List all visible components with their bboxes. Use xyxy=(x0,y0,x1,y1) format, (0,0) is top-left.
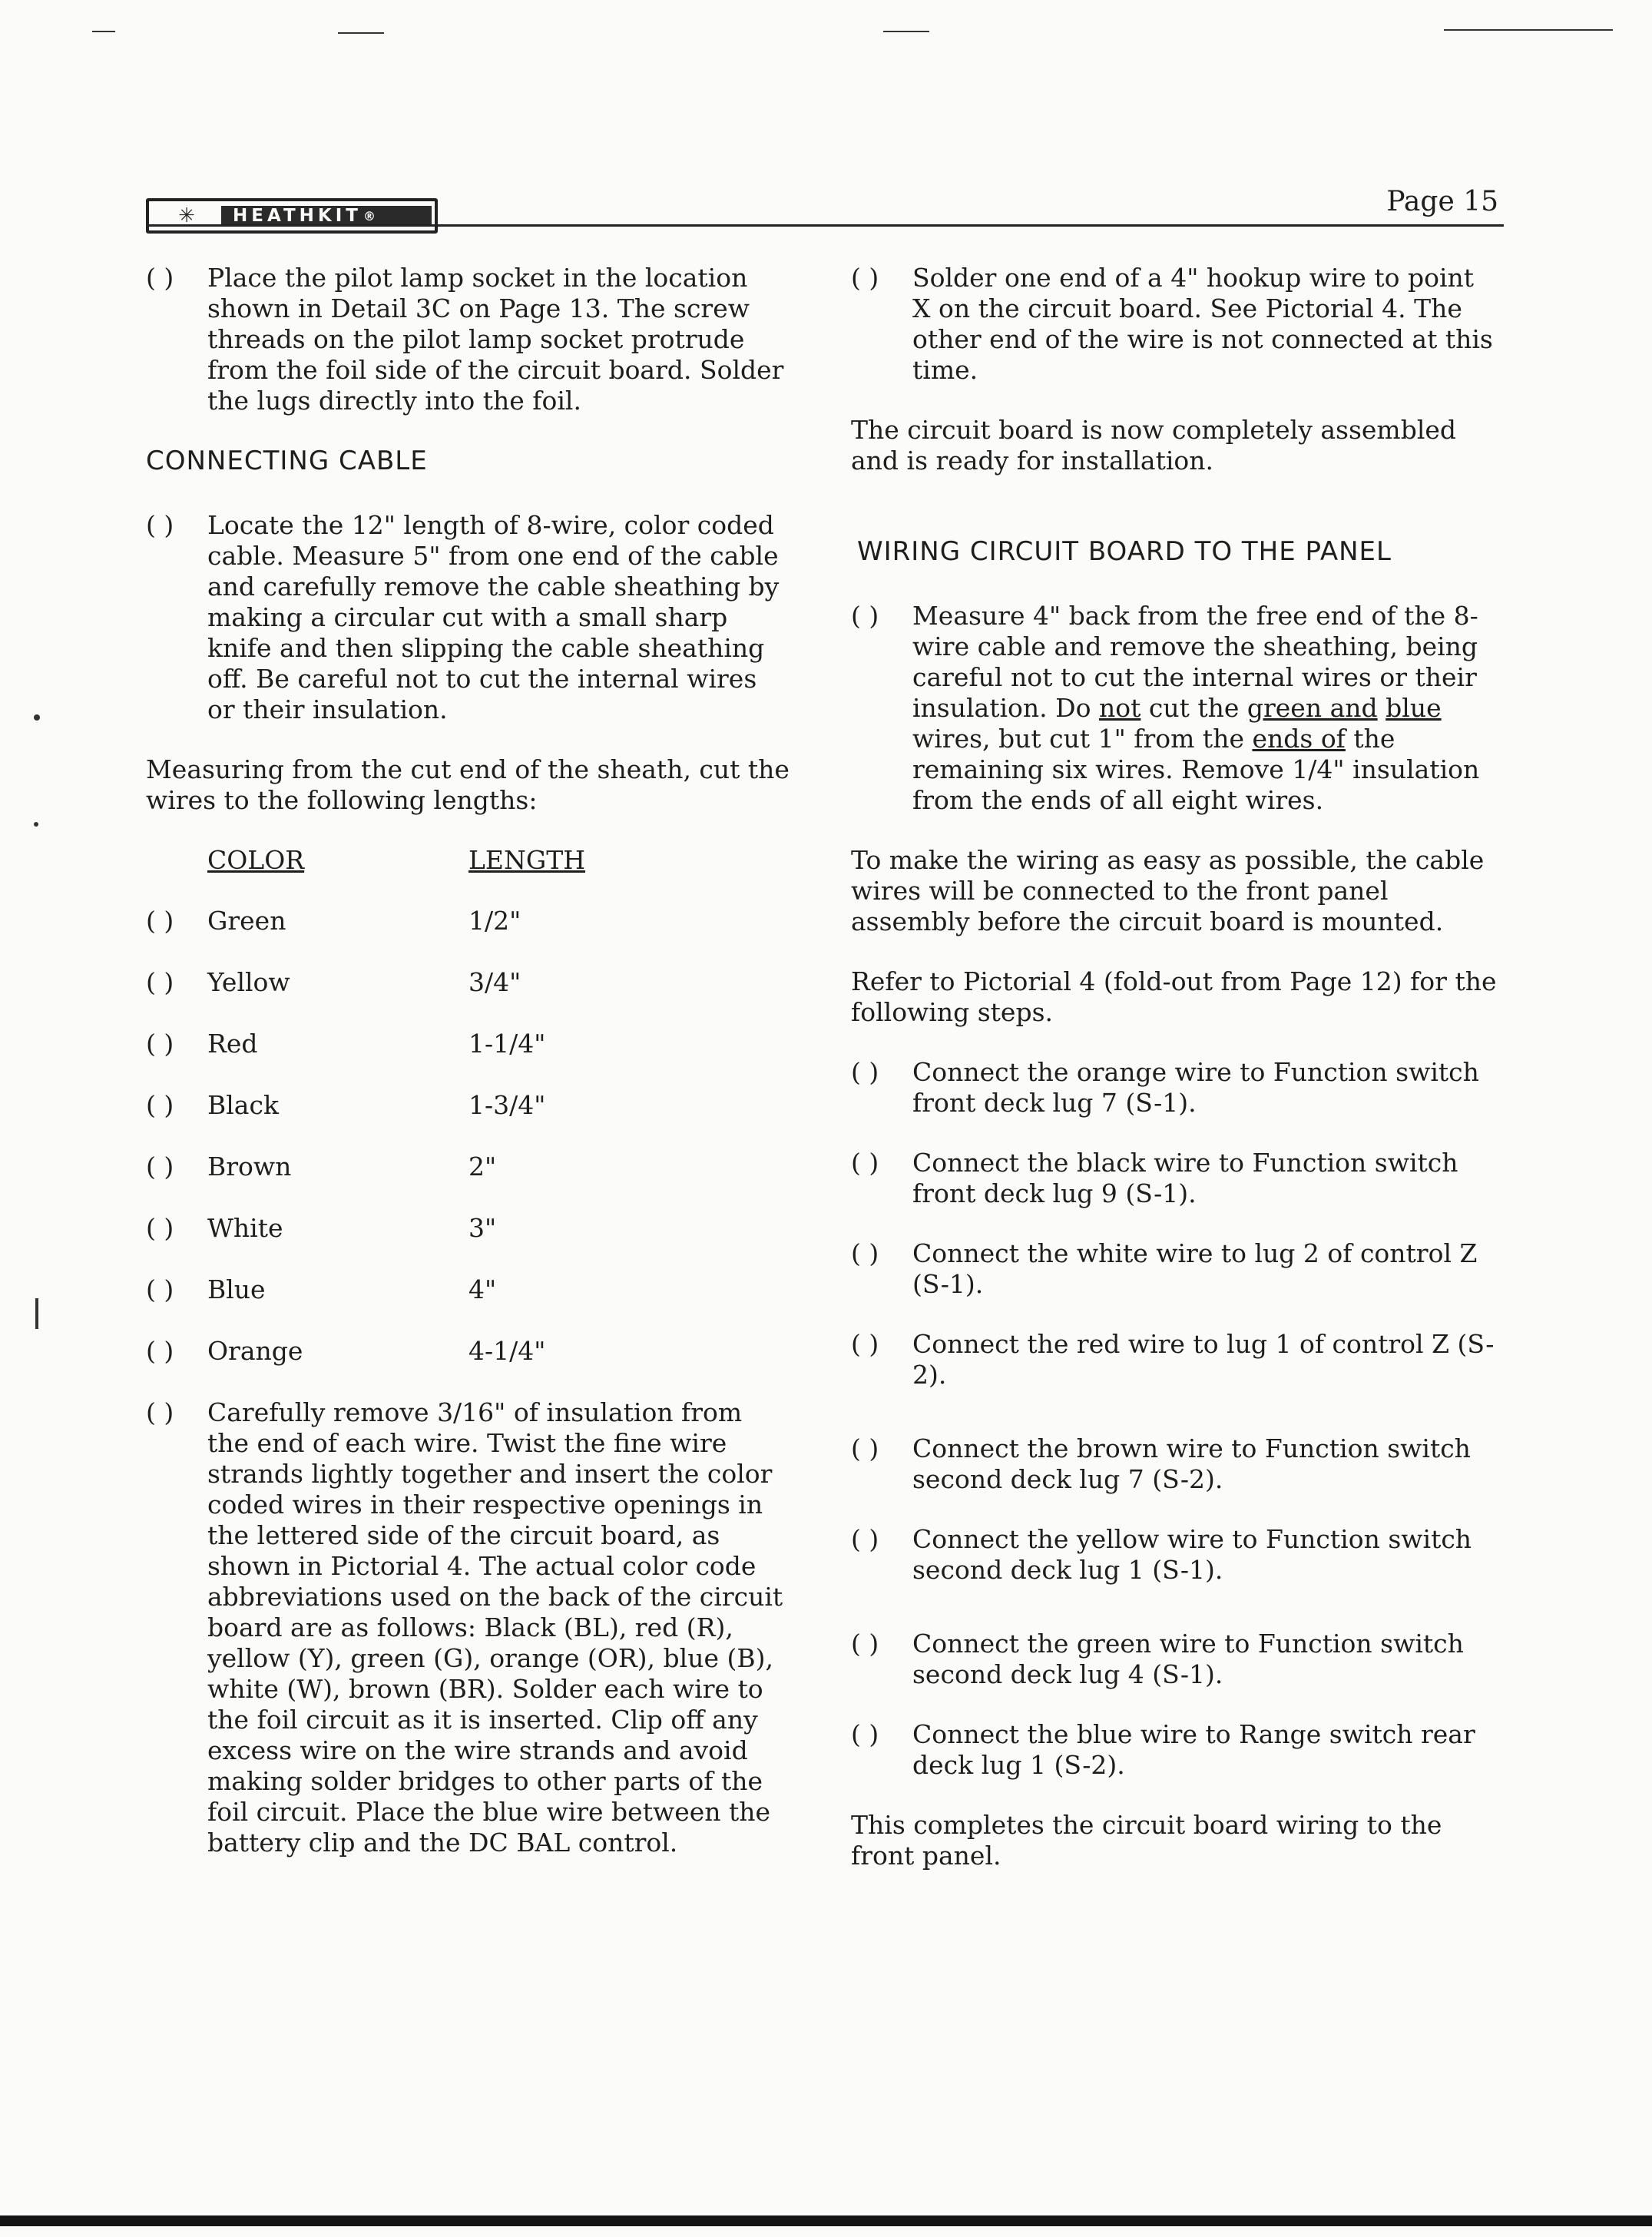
step-connect-orange xyxy=(851,1057,1498,1118)
table-row xyxy=(146,1213,790,1244)
step-text: Place the pilot lamp socket in the location shown in Detail 3C on Page 13. The screw threads on the pilot lamp socket protrude from the foil side of the circuit board. Solder the lugs directly into the foil. xyxy=(207,263,784,416)
wire-color: Green xyxy=(207,906,286,936)
row-checkbox[interactable]: ( ) xyxy=(146,1336,174,1366)
step-text: Connect the orange wire to Function switch front deck lug 7 (S-1). xyxy=(912,1057,1479,1118)
step-checkbox[interactable]: ( ) xyxy=(851,1148,879,1178)
step-connect-blue xyxy=(851,1719,1498,1781)
step-text: Carefully remove 3/16" of insulation from the end of each wire. Twist the fine wire strands lightly together and insert the color coded wires in their respective openings in the lettered side of the circuit board, as shown in Pictorial 4. The actual color code abbreviations used on the back of the circuit board are as follows: Black (BL), red (R), yellow (Y), green (G), orange (OR), blue (B), white (W), brown (BR). Solder each wire to the foil circuit as it is inserted. Clip off any excess wire on the wire strands and avoid making solder bridges to other parts of the foil circuit. Place the blue wire between the battery clip and the DC BAL control. xyxy=(207,1397,783,1858)
wire-length: 3/4" xyxy=(468,967,521,997)
step-connect-black xyxy=(851,1148,1498,1209)
step-checkbox[interactable]: ( ) xyxy=(851,1524,879,1554)
wire-color: White xyxy=(207,1213,283,1243)
wire-length: 1-1/4" xyxy=(468,1029,546,1059)
step-checkbox[interactable]: ( ) xyxy=(146,263,174,293)
scan-mark xyxy=(338,32,384,34)
wire-length: 4" xyxy=(468,1274,497,1304)
right-column xyxy=(851,263,1498,1901)
heathkit-emblem-icon: ✳ xyxy=(152,206,223,226)
step-remove-insulation xyxy=(146,1397,790,1858)
left-column xyxy=(146,263,790,1887)
step-text: Connect the black wire to Function switch front deck lug 9 (S-1). xyxy=(912,1148,1458,1208)
refer-text: Refer to Pictorial 4 (fold-out from Page 12) for the following steps. xyxy=(851,966,1497,1027)
step-text: Connect the yellow wire to Function switch second deck lug 1 (S-1). xyxy=(912,1524,1472,1585)
step-connect-brown xyxy=(851,1433,1498,1495)
table-row xyxy=(146,906,790,936)
step-text: Solder one end of a 4" hookup wire to point X on the circuit board. See Pictorial 4. The other end of the wire is not connected at this time. xyxy=(912,263,1493,385)
row-checkbox[interactable]: ( ) xyxy=(146,1152,174,1181)
step-checkbox[interactable]: ( ) xyxy=(146,510,174,540)
completed-text: The circuit board is now completely assembled and is ready for installation. xyxy=(851,415,1457,476)
step-checkbox[interactable]: ( ) xyxy=(851,263,879,293)
col-color-header: COLOR xyxy=(207,845,305,875)
step-pilot-lamp xyxy=(146,263,790,416)
wire-color: Yellow xyxy=(207,967,290,997)
row-checkbox[interactable]: ( ) xyxy=(146,1274,174,1304)
scan-mark xyxy=(1444,29,1613,31)
wire-length: 1/2" xyxy=(468,906,521,936)
step-text: Connect the green wire to Function switch second deck lug 4 (S-1). xyxy=(912,1629,1464,1689)
step-text: Connect the blue wire to Range switch rear deck lug 1 (S-2). xyxy=(912,1719,1475,1780)
step-measure-sheath xyxy=(851,601,1498,816)
step-text: Connect the white wire to lug 2 of control Z (S-1). xyxy=(912,1238,1478,1299)
step-locate-cable xyxy=(146,510,790,725)
step-text: Connect the brown wire to Function switch second deck lug 7 (S-2). xyxy=(912,1433,1471,1494)
row-checkbox[interactable]: ( ) xyxy=(146,1213,174,1243)
step-text: Measure 4" back from the free end of the 8-wire cable and remove the sheathing, being careful not to cut the internal wires or their insulation. Do not cut the green and blue wires, but cut 1" from the ends of the remaining six wires. Remove 1/4" insulation from the ends of all eight wires. xyxy=(912,601,1480,815)
scan-mark xyxy=(883,31,929,32)
step-connect-white xyxy=(851,1238,1498,1300)
scan-bottom-edge xyxy=(0,2215,1652,2226)
binder-hole-mark xyxy=(34,822,38,827)
heading-wiring-circuit-board: WIRING CIRCUIT BOARD TO THE PANEL xyxy=(857,536,1392,567)
wire-color: Orange xyxy=(207,1336,303,1366)
completes-text: This completes the circuit board wiring to the front panel. xyxy=(851,1810,1442,1871)
step-connect-red xyxy=(851,1329,1498,1390)
table-row xyxy=(146,1029,790,1059)
step-text: Locate the 12" length of 8-wire, color coded cable. Measure 5" from one end of the cable and carefully remove the cable sheathing by making a circular cut with a small sharp knife and then slipping the cable sheathing off. Be careful not to cut the internal wires or their insulation. xyxy=(207,510,780,724)
step-connect-green xyxy=(851,1629,1498,1690)
step-connect-yellow xyxy=(851,1524,1498,1586)
page-number: Page 15 xyxy=(1386,186,1498,217)
wire-length: 4-1/4" xyxy=(468,1336,546,1366)
step-checkbox[interactable]: ( ) xyxy=(851,1329,879,1359)
step-checkbox[interactable]: ( ) xyxy=(851,1629,879,1659)
step-text: Connect the red wire to lug 1 of control Z (S-2). xyxy=(912,1329,1495,1390)
step-checkbox[interactable]: ( ) xyxy=(146,1397,174,1427)
wire-color: Red xyxy=(207,1029,258,1059)
wire-color: Black xyxy=(207,1090,279,1120)
table-row xyxy=(146,1152,790,1182)
wire-length: 2" xyxy=(468,1152,497,1181)
brand-name: HEATHKIT xyxy=(233,206,362,226)
row-checkbox[interactable]: ( ) xyxy=(146,1029,174,1059)
wire-table xyxy=(146,906,790,1367)
step-checkbox[interactable]: ( ) xyxy=(851,1057,879,1087)
col-length-header: LENGTH xyxy=(468,845,586,875)
brand-trademark: ® xyxy=(363,208,376,224)
row-checkbox[interactable]: ( ) xyxy=(146,967,174,997)
wire-color: Blue xyxy=(207,1274,266,1304)
easy-text: To make the wiring as easy as possible, the cable wires will be connected to the front panel assembly before the circuit board is mounted. xyxy=(851,845,1485,936)
wire-length: 1-3/4" xyxy=(468,1090,546,1120)
heathkit-logo xyxy=(146,198,438,234)
measuring-text: Measuring from the cut end of the sheath, cut the wires to the following lengths: xyxy=(146,754,790,815)
table-row xyxy=(146,1090,790,1121)
table-row xyxy=(146,967,790,998)
step-solder-hookup xyxy=(851,263,1498,386)
binder-hole-mark xyxy=(34,714,40,721)
step-checkbox[interactable]: ( ) xyxy=(851,1719,879,1749)
row-checkbox[interactable]: ( ) xyxy=(146,906,174,936)
step-checkbox[interactable]: ( ) xyxy=(851,601,879,631)
wire-length: 3" xyxy=(468,1213,497,1243)
step-checkbox[interactable]: ( ) xyxy=(851,1433,879,1463)
step-checkbox[interactable]: ( ) xyxy=(851,1238,879,1268)
table-row xyxy=(146,1274,790,1305)
header-rule xyxy=(146,224,1504,227)
wire-color: Brown xyxy=(207,1152,292,1181)
heading-connecting-cable: CONNECTING CABLE xyxy=(146,446,428,476)
table-row xyxy=(146,1336,790,1367)
binder-hole-mark xyxy=(35,1298,38,1329)
row-checkbox[interactable]: ( ) xyxy=(146,1090,174,1120)
scan-mark xyxy=(92,31,115,32)
wire-table-header xyxy=(146,845,790,875)
